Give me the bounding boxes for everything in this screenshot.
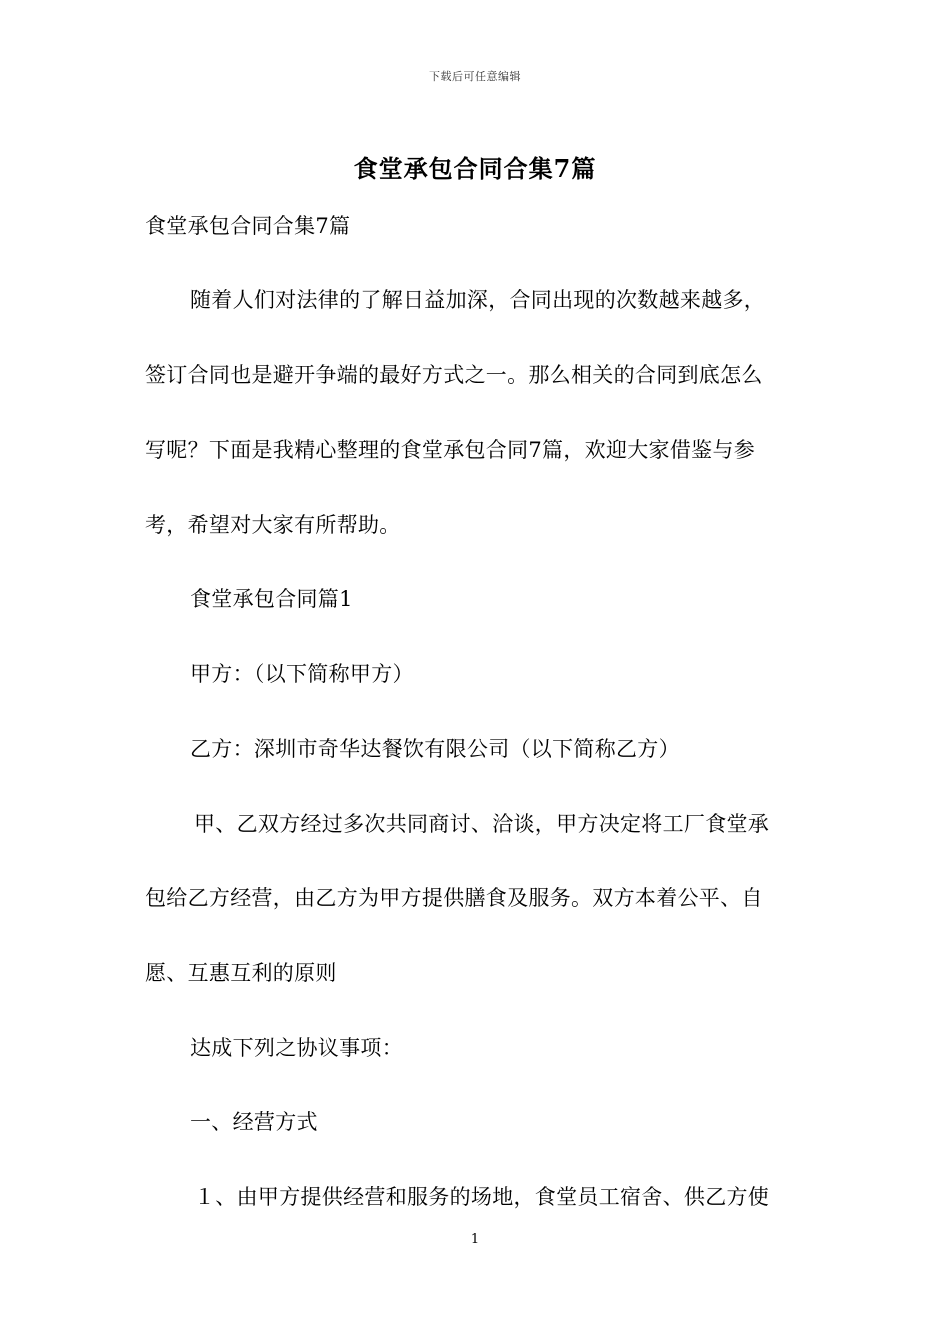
- header-note: 下载后可任意编辑: [429, 70, 521, 83]
- paragraph-line: 考，希望对大家有所帮助。: [145, 513, 401, 537]
- paragraph-line: 甲、乙双方经过多次共同商讨、洽谈，甲方决定将工厂食堂承: [194, 812, 770, 836]
- page-number: 1: [470, 1232, 480, 1247]
- paragraph-line: 愿、互惠互利的原则: [145, 961, 337, 985]
- paragraph-line: 包给乙方经营，由乙方为甲方提供膳食及服务。双方本着公平、自: [145, 886, 763, 910]
- paragraph-line: 写呢？下面是我精心整理的食堂承包合同7篇，欢迎大家借鉴与参: [145, 438, 756, 462]
- section-heading: 一、经营方式: [190, 1110, 318, 1134]
- paragraph-line: 随着人们对法律的了解日益加深，合同出现的次数越来越多，: [190, 288, 766, 312]
- document-title: 食堂承包合同合集7篇: [353, 154, 597, 183]
- paragraph-line: １、由甲方提供经营和服务的场地，食堂员工宿舍、供乙方使: [194, 1185, 770, 1209]
- paragraph-line: 签订合同也是避开争端的最好方式之一。那么相关的合同到底怎么: [145, 363, 763, 387]
- section-heading: 食堂承包合同篇1: [190, 587, 353, 611]
- party-a-line: 甲方：（以下简称甲方）: [190, 662, 414, 686]
- subtitle-line: 食堂承包合同合集7篇: [145, 214, 351, 238]
- party-b-line: 乙方：深圳市奇华达餐饮有限公司（以下简称乙方）: [190, 737, 680, 761]
- paragraph-line: 达成下列之协议事项：: [190, 1036, 403, 1060]
